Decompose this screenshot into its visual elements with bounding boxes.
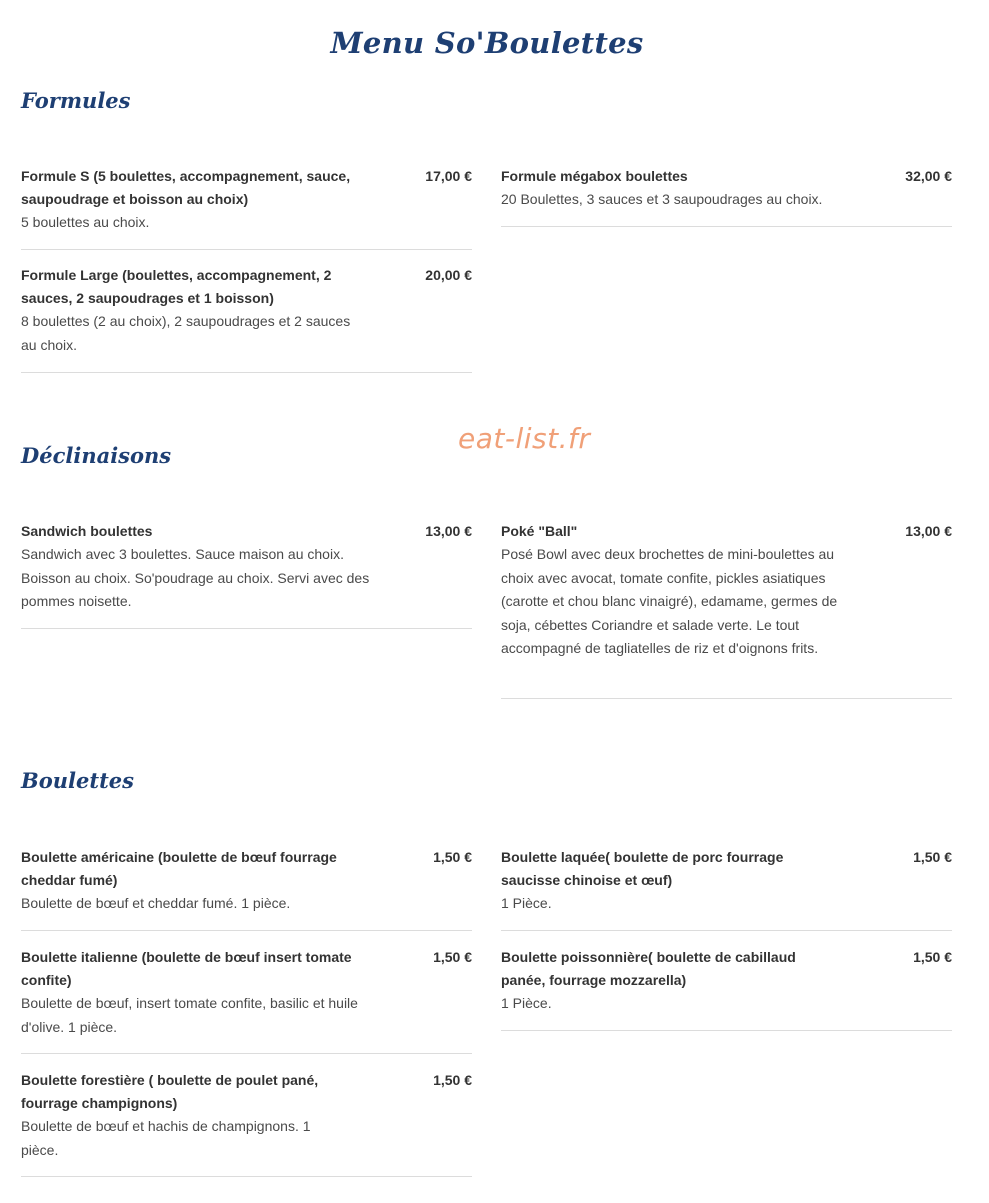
menu-item: [21, 946, 472, 1054]
watermark: eat-list.fr: [458, 422, 591, 455]
menu-item-name: Formule S (5 boulettes, accompagnement, sauce, saupoudrage et boisson au choix): [21, 168, 351, 207]
menu-item-price: 1,50 €: [433, 1072, 472, 1088]
menu-item-price: 1,50 €: [433, 949, 472, 965]
menu-item-description: 8 boulettes (2 au choix), 2 saupoudrages et 2 sauces au choix.: [21, 313, 351, 353]
menu-item-description: Boulette de bœuf et cheddar fumé. 1 pièce.: [21, 895, 291, 911]
menu-item-description: 1 Pièce.: [501, 995, 552, 1011]
menu-item-name: Boulette forestière ( boulette de poulet pané, fourrage champignons): [21, 1072, 319, 1111]
menu-item-description: Posé Bowl avec deux brochettes de mini-boulettes au choix avec avocat, tomate confite, pickles asiatiques (carotte et chou blanc vinaigré), edamame, germes de soja, cébettes Coriandre et salade verte. Le tout accompagné de tagliatelles de riz et d'oignons frits.: [501, 546, 838, 656]
menu-item-description: 20 Boulettes, 3 sauces et 3 saupoudrages au choix.: [501, 191, 823, 207]
section-title-formules: Formules: [21, 88, 131, 113]
menu-item-price: 32,00 €: [905, 168, 952, 184]
menu-item-description: Boulette de bœuf, insert tomate confite, basilic et huile d'olive. 1 pièce.: [21, 995, 358, 1035]
menu-item-name: Boulette poissonnière( boulette de cabillaud panée, fourrage mozzarella): [501, 949, 796, 988]
menu-item: [21, 520, 472, 629]
menu-item: [21, 846, 472, 931]
menu-item-price: 20,00 €: [425, 267, 472, 283]
menu-item-price: 1,50 €: [433, 849, 472, 865]
menu-item: [21, 1069, 472, 1177]
menu-item: [501, 165, 952, 227]
page-title: Menu So'Boulettes: [330, 26, 644, 60]
section-title-declinaisons: Déclinaisons: [21, 443, 172, 468]
menu-item-description: 1 Pièce.: [501, 895, 552, 911]
menu-item: [501, 846, 952, 931]
menu-item-name: Poké "Ball": [501, 523, 578, 539]
menu-item-description: 5 boulettes au choix.: [21, 214, 150, 230]
menu-item: [501, 520, 952, 699]
menu-item-name: Boulette italienne (boulette de bœuf insert tomate confite): [21, 949, 352, 988]
menu-item: [21, 165, 472, 250]
section-title-boulettes: Boulettes: [21, 768, 134, 793]
menu-item-price: 13,00 €: [905, 523, 952, 539]
menu-item-price: 17,00 €: [425, 168, 472, 184]
menu-item-description: Boulette de bœuf et hachis de champignons. 1 pièce.: [21, 1118, 311, 1158]
menu-item-description: Sandwich avec 3 boulettes. Sauce maison au choix. Boisson au choix. So'poudrage au choix. Servi avec des pommes noisette.: [21, 546, 370, 609]
menu-item-name: Formule Large (boulettes, accompagnement, 2 sauces, 2 saupoudrages et 1 boisson): [21, 267, 332, 306]
menu-item: [501, 946, 952, 1031]
menu-item-price: 1,50 €: [913, 949, 952, 965]
menu-item-name: Sandwich boulettes: [21, 523, 153, 539]
menu-item-price: 1,50 €: [913, 849, 952, 865]
menu-item-price: 13,00 €: [425, 523, 472, 539]
menu-item: [21, 264, 472, 373]
menu-item-name: Boulette laquée( boulette de porc fourrage saucisse chinoise et œuf): [501, 849, 784, 888]
menu-item-name: Boulette américaine (boulette de bœuf fourrage cheddar fumé): [21, 849, 337, 888]
menu-item-name: Formule mégabox boulettes: [501, 168, 688, 184]
